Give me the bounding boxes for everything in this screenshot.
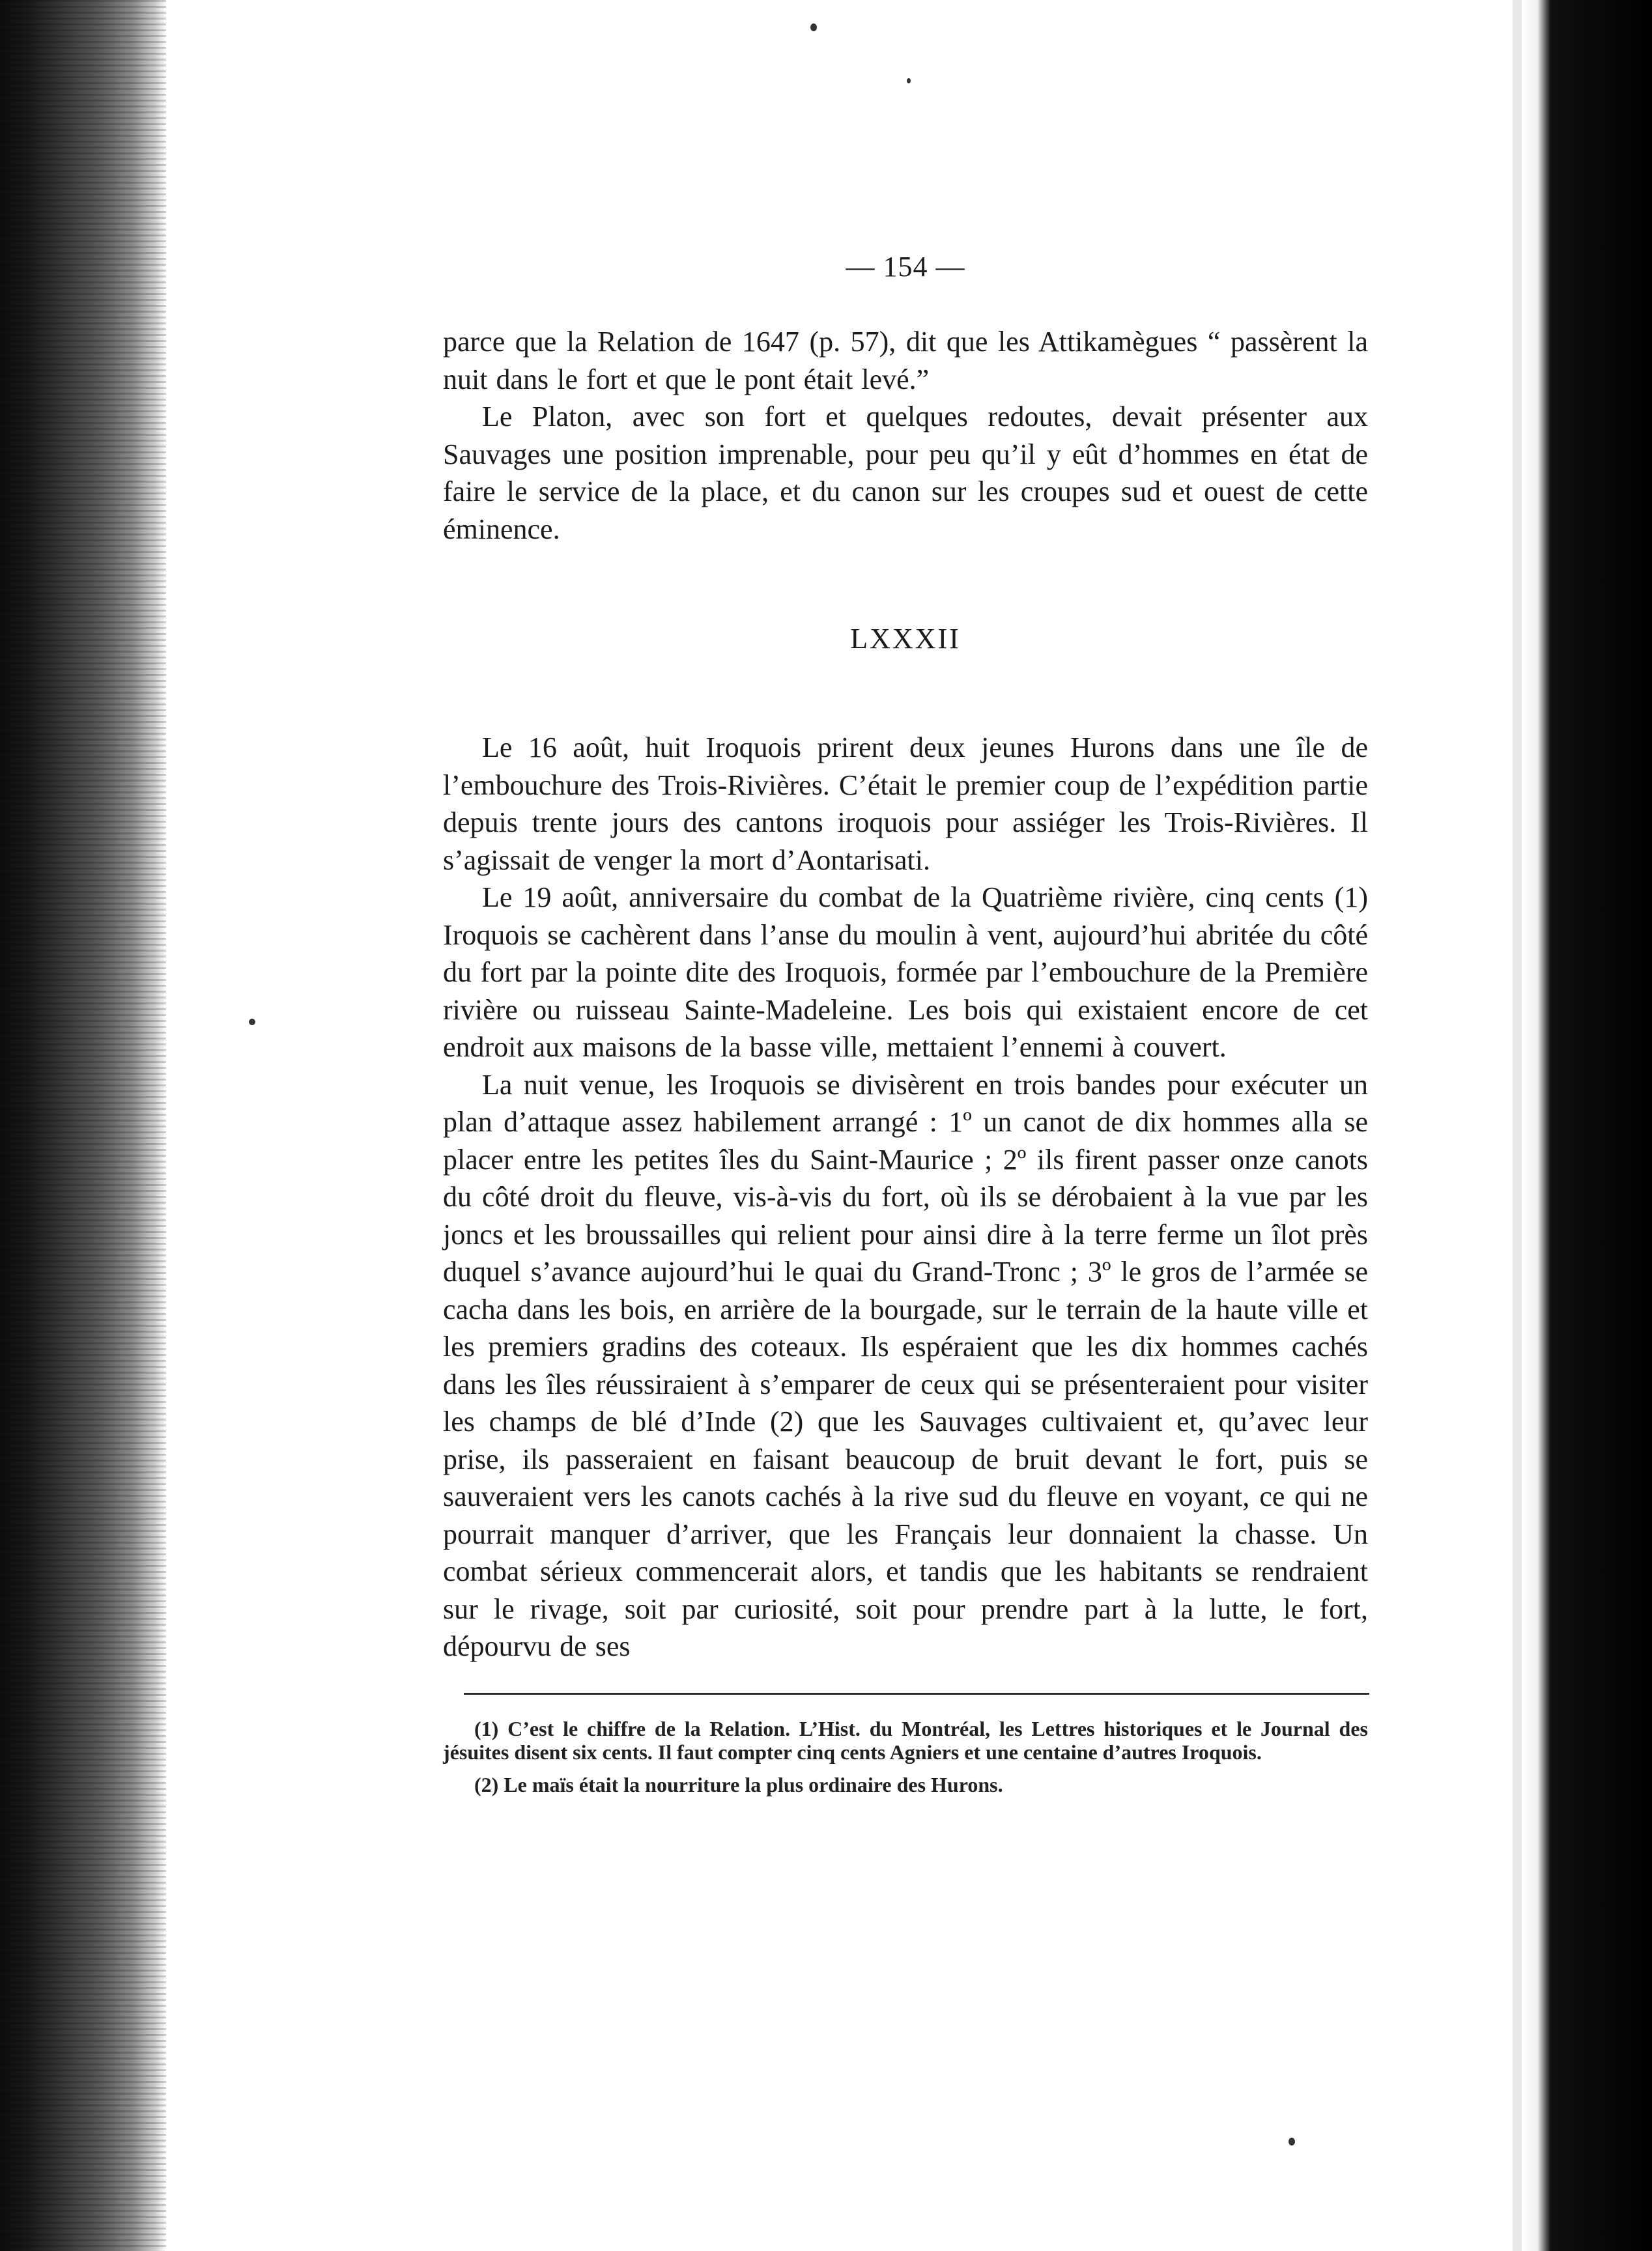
- page-number: — 154 —: [846, 251, 965, 283]
- ink-speck: [810, 23, 817, 31]
- paragraph: La nuit venue, les Iroquois se divisèrent en trois bandes pour exécuter un plan d’attaque assez habilement arrangé : 1º un canot de dix hommes alla se placer entre les petites îles du Saint-Maurice ; 2º ils firent passer onze canots du côté droit du fleuve, vis-à-vis du fort, où ils se dérobaient à la vue par les joncs et les broussailles qui relient pour ainsi dire à la terre ferme un îlot près duquel s’avance aujourd’hui le quai du Grand-Tronc ; 3º le gros de l’armée se cacha dans les bois, en arrière de la bourgade, sur le terrain de la haute ville et les premiers gradins des coteaux. Ils espéraient que les dix hommes cachés dans les îles réussiraient à s’emparer de ceux qui se présenteraient pour visiter les champs de blé d’Inde (2) que les Sauvages cultivaient et, qu’avec leur prise, ils passeraient en faisant beaucoup de bruit devant le fort, puis se sauveraient vers les canots cachés à la rive sud du fleuve en voyant, ce qui ne pourrait manquer d’arriver, que les Français leur donnaient la chasse. Un combat sérieux commencerait alors, et tandis que les habitants se rendraient sur le rivage, soit par curiosité, soit pour prendre part à la lutte, le fort, dépourvu de ses: [443, 1068, 1368, 1662]
- paragraph: Le 19 août, anniversaire du combat de la Quatrième rivière, cinq cents (1) Iroquois se cachèrent dans l’anse du moulin à vent, aujourd’hui abritée du côté du fort par la pointe dite des Iroquois, formée par l’embouchure de la Première rivière ou ruisseau Sainte-Madeleine. Les bois qui existaient encore de cet endroit aux maisons de la basse ville, mettaient l’ennemi à couvert.: [443, 881, 1368, 1063]
- page-edge: [1513, 0, 1522, 2251]
- paragraph: Le 16 août, huit Iroquois prirent deux jeunes Hurons dans une île de l’embouchure des Trois-Rivières. C’était le premier coup de l’expédition partie depuis trente jours des cantons iroquois pour assiéger les Trois-Rivières. Il s’agissait de venger la mort d’Aontarisati.: [443, 731, 1368, 876]
- footnote-rule: [464, 1693, 1369, 1695]
- paragraph-continued: parce que la Relation de 1647 (p. 57), dit que les Attikamègues “ passèrent la nuit dans le fort et que le pont était levé.”: [443, 326, 1368, 395]
- section-heading: LXXXII: [850, 623, 961, 655]
- ink-speck: [1289, 2138, 1295, 2145]
- footnote: (1) C’est le chiffre de la Relation. L’Hist. du Montréal, les Lettres historiques et le Journal des jésuites disent six cents. Il faut compter cinq cents Agniers et une centaine d’autres Iroquois.: [443, 1716, 1368, 1764]
- binding-shadow-right: [1522, 0, 1652, 2251]
- page-content: [443, 248, 1368, 1805]
- footnotes: [443, 1717, 1368, 1796]
- binding-texture: [0, 0, 166, 2251]
- footnote: (2) Le maïs était la nourriture la plus ordinaire des Hurons.: [474, 1772, 1003, 1796]
- paragraph: Le Platon, avec son fort et quelques redoutes, devait présenter aux Sauvages une position imprenable, pour peu qu’il y eût d’hommes en état de faire le service de la place, et du canon sur les croupes sud et ouest de cette éminence.: [443, 401, 1368, 545]
- ink-speck: [249, 1019, 255, 1025]
- ink-speck: [907, 78, 911, 83]
